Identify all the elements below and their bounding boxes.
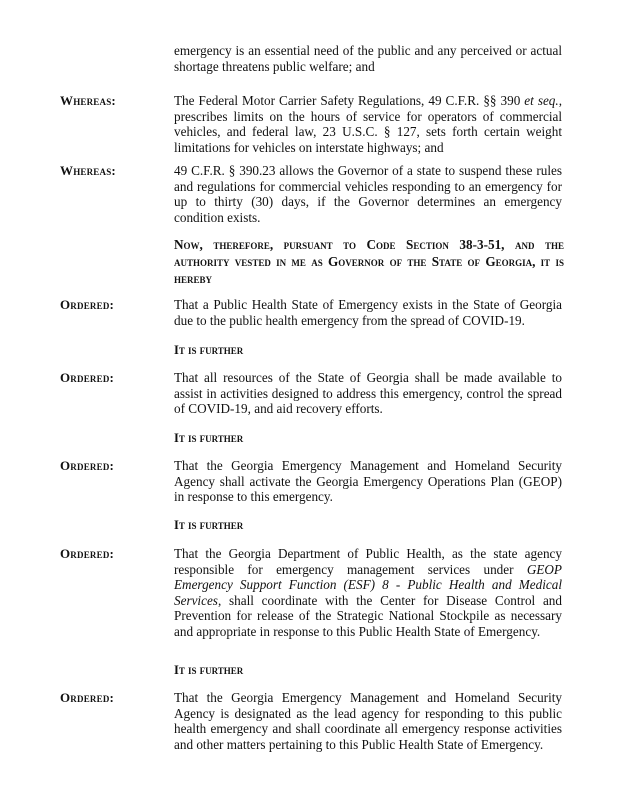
further-text: It is further — [174, 663, 244, 677]
whereas-label: Whereas: — [60, 93, 116, 108]
heading-text: Now, therefore, pursuant to Code Section 38-3-51, and the authority vested in me as Governor of the State of Georgia, it is hereby — [174, 237, 564, 286]
paragraph-text: That the Georgia Emergency Management and Homeland Security Agency shall activate the Georgia Emergency Operations Plan (GEOP) in response to this emergency. — [174, 458, 562, 504]
italic-run: et seq. — [524, 93, 559, 108]
ordered-label: Ordered: — [60, 370, 115, 385]
paragraph-text: That the Georgia Emergency Management and Homeland Security Agency is designated as the lead agency for responding to this public health emergency and shall coordinate all emergency response activities and other matters pertaining to this Public Health State of Emergency. — [174, 690, 562, 752]
further-text: It is further — [174, 343, 244, 357]
ordered-label: Ordered: — [60, 458, 115, 473]
ordered-label: Ordered: — [60, 297, 115, 312]
ordered-label: Ordered: — [60, 690, 115, 705]
text-run: , shall coordinate with the Center for Disease Control and Prevention for release of the Strategic National Stockpile as necessary and appropriate in response to this Public Health State of Emergency. — [174, 592, 562, 639]
paragraph-text: 49 C.F.R. § 390.23 allows the Governor of a state to suspend these rules and regulations for commercial vehicles responding to an emergency for up to thirty (30) days, if the Governor determines an emergency condition exists. — [174, 163, 562, 225]
text-run: That the Georgia Department of Public Health, as the state agency responsible for emergency management services under — [174, 546, 562, 577]
paragraph-text: That a Public Health State of Emergency exists in the State of Georgia due to the public health emergency from the spread of COVID-19. — [174, 297, 562, 328]
text-run: , prescribes limits on the hours of service for operators of commercial vehicles, and federal law, 23 U.S.C. § 127, sets forth certain weight limitations for vehicles on interstate highways; and — [174, 93, 562, 155]
further-text: It is further — [174, 518, 244, 532]
paragraph-text — [174, 93, 562, 155]
paragraph-text: emergency is an essential need of the public and any perceived or actual shortage threatens public welfare; and — [174, 43, 562, 74]
further-text: It is further — [174, 431, 244, 445]
paragraph-text — [174, 546, 562, 639]
paragraph-text: That all resources of the State of Georgia shall be made available to assist in activities designed to address this emergency, control the spread of COVID-19, and aid recovery efforts. — [174, 370, 562, 416]
ordered-label: Ordered: — [60, 546, 115, 561]
text-run: The Federal Motor Carrier Safety Regulations, 49 C.F.R. §§ 390 — [174, 93, 525, 108]
whereas-label: Whereas: — [60, 163, 116, 178]
italic-run: GEOP Emergency Support Function (ESF) 8 - Public Health and Medical Services — [174, 561, 562, 608]
